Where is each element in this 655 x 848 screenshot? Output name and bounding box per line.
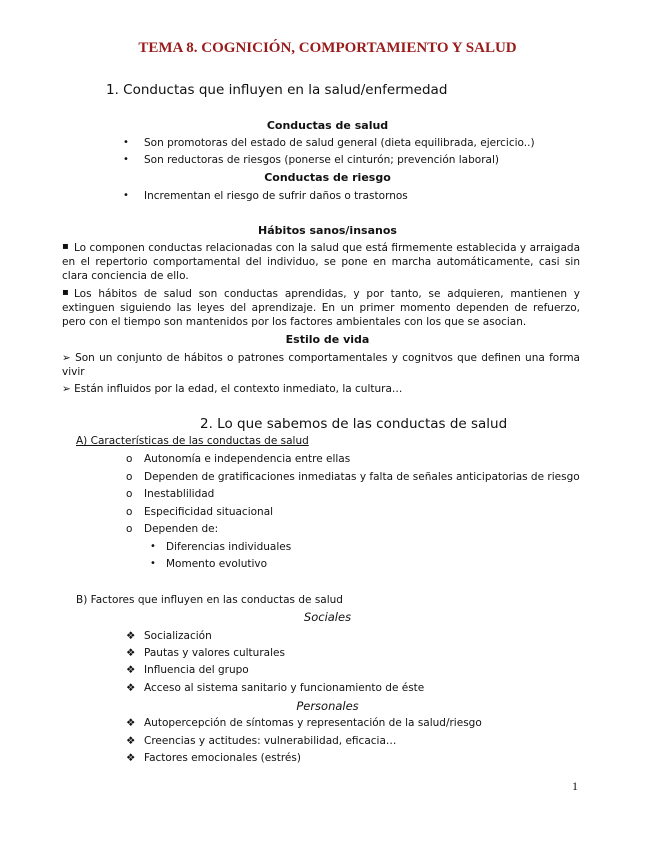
diamond-bullet-icon: ❖: [126, 717, 136, 729]
estilo-heading: Estilo de vida: [285, 333, 370, 346]
list-item: Socialización: [144, 630, 212, 642]
subsection-b-heading: B) Factores que influyen en las conductas de salud: [76, 594, 343, 606]
arrow-item: ➢ Son un conjunto de hábitos o patrones comportamentales y cognitvos que definen una forma vivir: [62, 352, 580, 379]
list-item: Son reductoras de riesgos (ponerse el cinturón; prevención laboral): [144, 154, 499, 166]
sociales-heading: Sociales: [303, 610, 352, 624]
paragraph: Los hábitos de salud son conductas aprendidas, y por tanto, se adquieren, mantienen y extinguen siguiendo las leyes del aprendizaje. En un primer momento dependen de refuerzo, pero con el tiempo son mantenidos por los factores ambientales con los que se asocian.: [62, 288, 580, 329]
list-item: Acceso al sistema sanitario y funcionamiento de éste: [144, 682, 425, 694]
subsection-a-heading: A) Características de las conductas de salud: [76, 435, 309, 447]
conductas-salud-heading: Conductas de salud: [266, 119, 389, 132]
list-item: Dependen de:: [144, 523, 219, 535]
list-item: Especificidad situacional: [144, 506, 274, 518]
bullet-icon: •: [150, 541, 156, 552]
list-item: Autonomía e independencia entre ellas: [144, 453, 351, 465]
list-item: Creencias y actitudes: vulnerabilidad, eficacia…: [144, 735, 397, 747]
diamond-bullet-icon: ❖: [126, 752, 136, 764]
bullet-icon: •: [123, 190, 129, 201]
list-item: Dependen de gratificaciones inmediatas y falta de señales anticipatorias de riesgo: [144, 471, 580, 483]
conductas-riesgo-heading: Conductas de riesgo: [264, 171, 391, 184]
diamond-bullet-icon: ❖: [126, 682, 136, 694]
arrow-icon: ➢: [62, 383, 75, 395]
circle-bullet-icon: o: [126, 453, 133, 465]
diamond-bullet-icon: ❖: [126, 630, 136, 642]
section2-heading: 2. Lo que sabemos de las conductas de salud: [200, 416, 508, 432]
circle-bullet-icon: o: [126, 488, 133, 500]
list-item: Influencia del grupo: [144, 664, 249, 676]
paragraph: Lo componen conductas relacionadas con la salud que está firmemente establecida y arraigada en el repertorio comportamental del individuo, se pone en marcha automáticamente, casi sin clara conciencia de ello.: [62, 242, 580, 283]
diamond-bullet-icon: ❖: [126, 735, 136, 747]
sub-list-item: Diferencias individuales: [166, 541, 292, 553]
list-item: Factores emocionales (estrés): [144, 752, 301, 764]
circle-bullet-icon: o: [126, 471, 133, 483]
bullet-icon: •: [123, 154, 129, 165]
page-number: 1: [572, 779, 578, 793]
square-bullet-icon: ▪: [62, 287, 69, 298]
section1-heading: 1. Conductas que influyen en la salud/enfermedad: [106, 82, 448, 98]
arrow-item: ➢ Están influidos por la edad, el contexto inmediato, la cultura…: [62, 383, 403, 395]
bullet-icon: •: [150, 558, 156, 569]
circle-bullet-icon: o: [126, 523, 133, 535]
diamond-bullet-icon: ❖: [126, 664, 136, 676]
list-item: Incrementan el riesgo de sufrir daños o trastornos: [144, 190, 408, 202]
circle-bullet-icon: o: [126, 506, 133, 518]
list-item: Autopercepción de síntomas y representación de la salud/riesgo: [144, 717, 482, 729]
square-bullet-icon: ▪: [62, 241, 69, 252]
list-item: Inestablilidad: [144, 488, 215, 500]
list-item: Son promotoras del estado de salud general (dieta equilibrada, ejercicio..): [144, 137, 535, 149]
sub-list-item: Momento evolutivo: [166, 558, 268, 570]
document-title: TEMA 8. COGNICIÓN, COMPORTAMIENTO Y SALUD: [138, 40, 517, 56]
arrow-icon: ➢: [62, 352, 76, 364]
list-item: Pautas y valores culturales: [144, 647, 285, 659]
bullet-icon: •: [123, 137, 129, 148]
personales-heading: Personales: [296, 699, 359, 713]
habitos-heading: Hábitos sanos/insanos: [258, 224, 397, 237]
diamond-bullet-icon: ❖: [126, 647, 136, 659]
